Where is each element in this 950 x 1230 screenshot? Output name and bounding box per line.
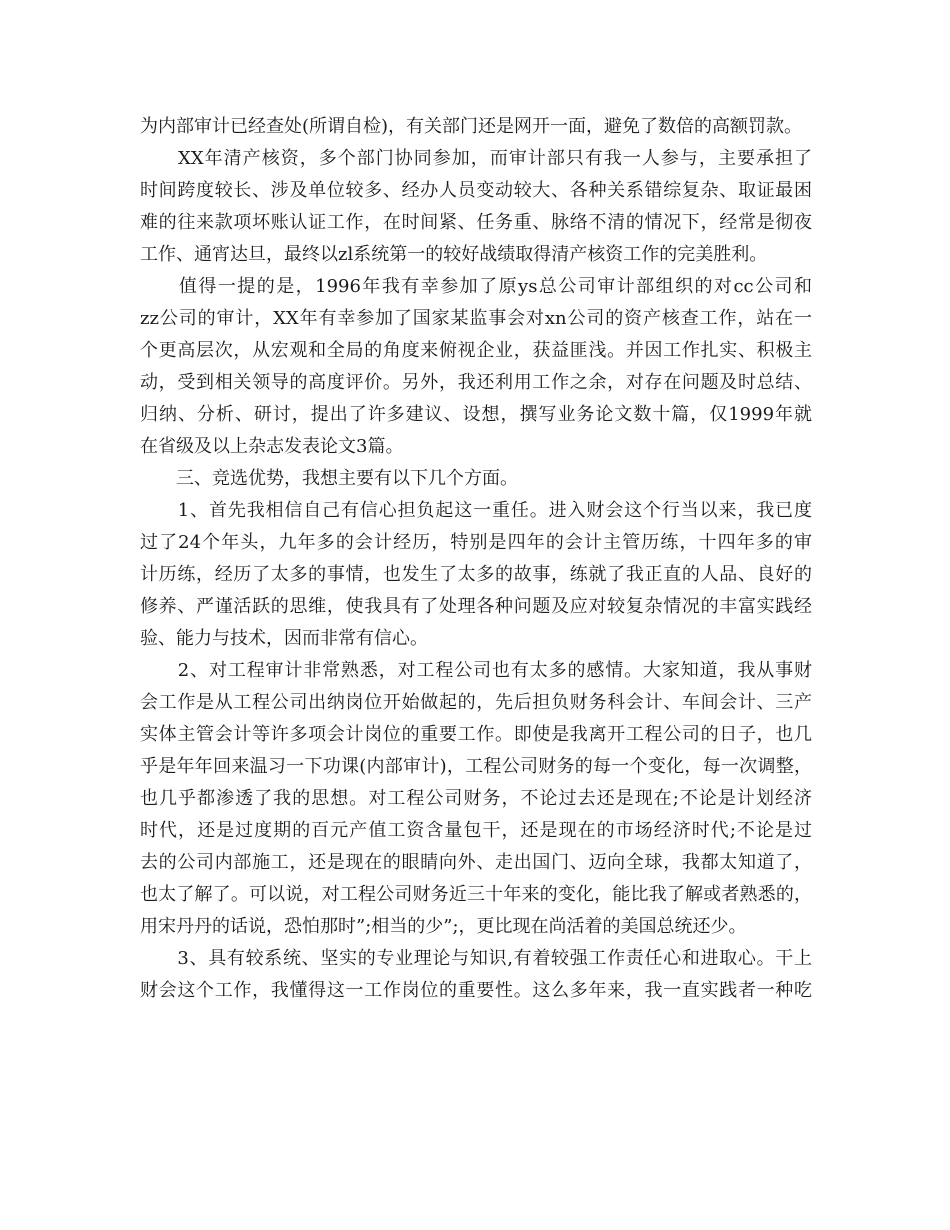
text-line: XX年清产核资，多个部门协同参加，而审计部只有我一人参与，主要承担了: [140, 148, 812, 169]
text-line: 会工作是从工程公司出纳岗位开始做起的，先后担负财务科会计、车间会计、三产: [140, 692, 812, 713]
text-line: 也几乎都渗透了我的思想。对工程公司财务，不论过去还是现在;不论是计划经济: [140, 788, 812, 809]
text-line: 用宋丹丹的话说，恐怕那时”;相当的少”;，更比现在尚活着的美国总统还少。: [140, 916, 747, 937]
text-line: 归纳、分析、研讨，提出了许多建议、设想，撰写业务论文数十篇，仅1999年就: [140, 404, 812, 425]
text-line: 个更高层次，从宏观和全局的角度来俯视企业，获益匪浅。并因工作扎实、积极主: [140, 340, 812, 361]
text-line: 1、首先我相信自己有信心担负起这一重任。进入财会这个行当以来，我已度: [140, 500, 812, 521]
text-line: 为内部审计已经查处(所谓自检)，有关部门还是网开一面，避免了数倍的高额罚款。: [140, 116, 803, 137]
text-line: 财会这个工作，我懂得这一工作岗位的重要性。这么多年来，我一直实践者一种吃: [140, 980, 812, 1001]
text-line: 时代，还是过度期的百元产值工资含量包干，还是现在的市场经济时代;不论是过: [140, 820, 812, 841]
document-body: [140, 111, 812, 1007]
text-line: 工作、通宵达旦，最终以zl系统第一的较好战绩取得清产核资工作的完美胜利。: [140, 244, 768, 265]
text-line: 实体主管会计等许多项会计岗位的重要工作。即使是我离开工程公司的日子，也几: [140, 724, 812, 745]
text-line: 修养、严谨活跃的思维，使我具有了处理各种问题及应对较复杂情况的丰富实践经: [140, 596, 812, 617]
text-line: 乎是年年回来温习一下功课(内部审计)，工程公司财务的每一个变化，每一次调整，: [140, 756, 812, 777]
text-line: 过了24个年头，九年多的会计经历，特别是四年的会计主管历练，十四年多的审: [140, 532, 812, 553]
text-line: 去的公司内部施工，还是现在的眼睛向外、走出国门、迈向全球，我都太知道了，: [140, 852, 812, 873]
text-line: 动，受到相关领导的高度评价。另外，我还利用工作之余，对存在问题及时总结、: [140, 372, 812, 393]
text-line: zz公司的审计，XX年有幸参加了国家某监事会对xn公司的资产核查工作，站在一: [140, 308, 812, 329]
text-line: 3、具有较系统、坚实的专业理论与知识,有着较强工作责任心和进取心。干上: [140, 948, 812, 969]
text-line: 计历练，经历了太多的事情，也发生了太多的故事，练就了我正直的人品、良好的: [140, 564, 812, 585]
text-line: 验、能力与技术，因而非常有信心。: [140, 628, 428, 649]
text-line: 难的往来款项坏账认证工作，在时间紧、任务重、脉络不清的情况下，经常是彻夜: [140, 212, 812, 233]
text-line: 也太了解了。可以说，对工程公司财务近三十年来的变化，能比我了解或者熟悉的，: [140, 884, 812, 905]
text-line: 2、对工程审计非常熟悉，对工程公司也有太多的感情。大家知道，我从事财: [140, 660, 812, 681]
text-line: 在省级及以上杂志发表论文3篇。: [140, 436, 404, 457]
text-line: 时间跨度较长、涉及单位较多、经办人员变动较大、各种关系错综复杂、取证最困: [140, 180, 812, 201]
text-line: 值得一提的是，1996年我有幸参加了原ys总公司审计部组织的对cc公司和: [140, 276, 812, 297]
text-line: 三、竞选优势，我想主要有以下几个方面。: [140, 468, 518, 489]
